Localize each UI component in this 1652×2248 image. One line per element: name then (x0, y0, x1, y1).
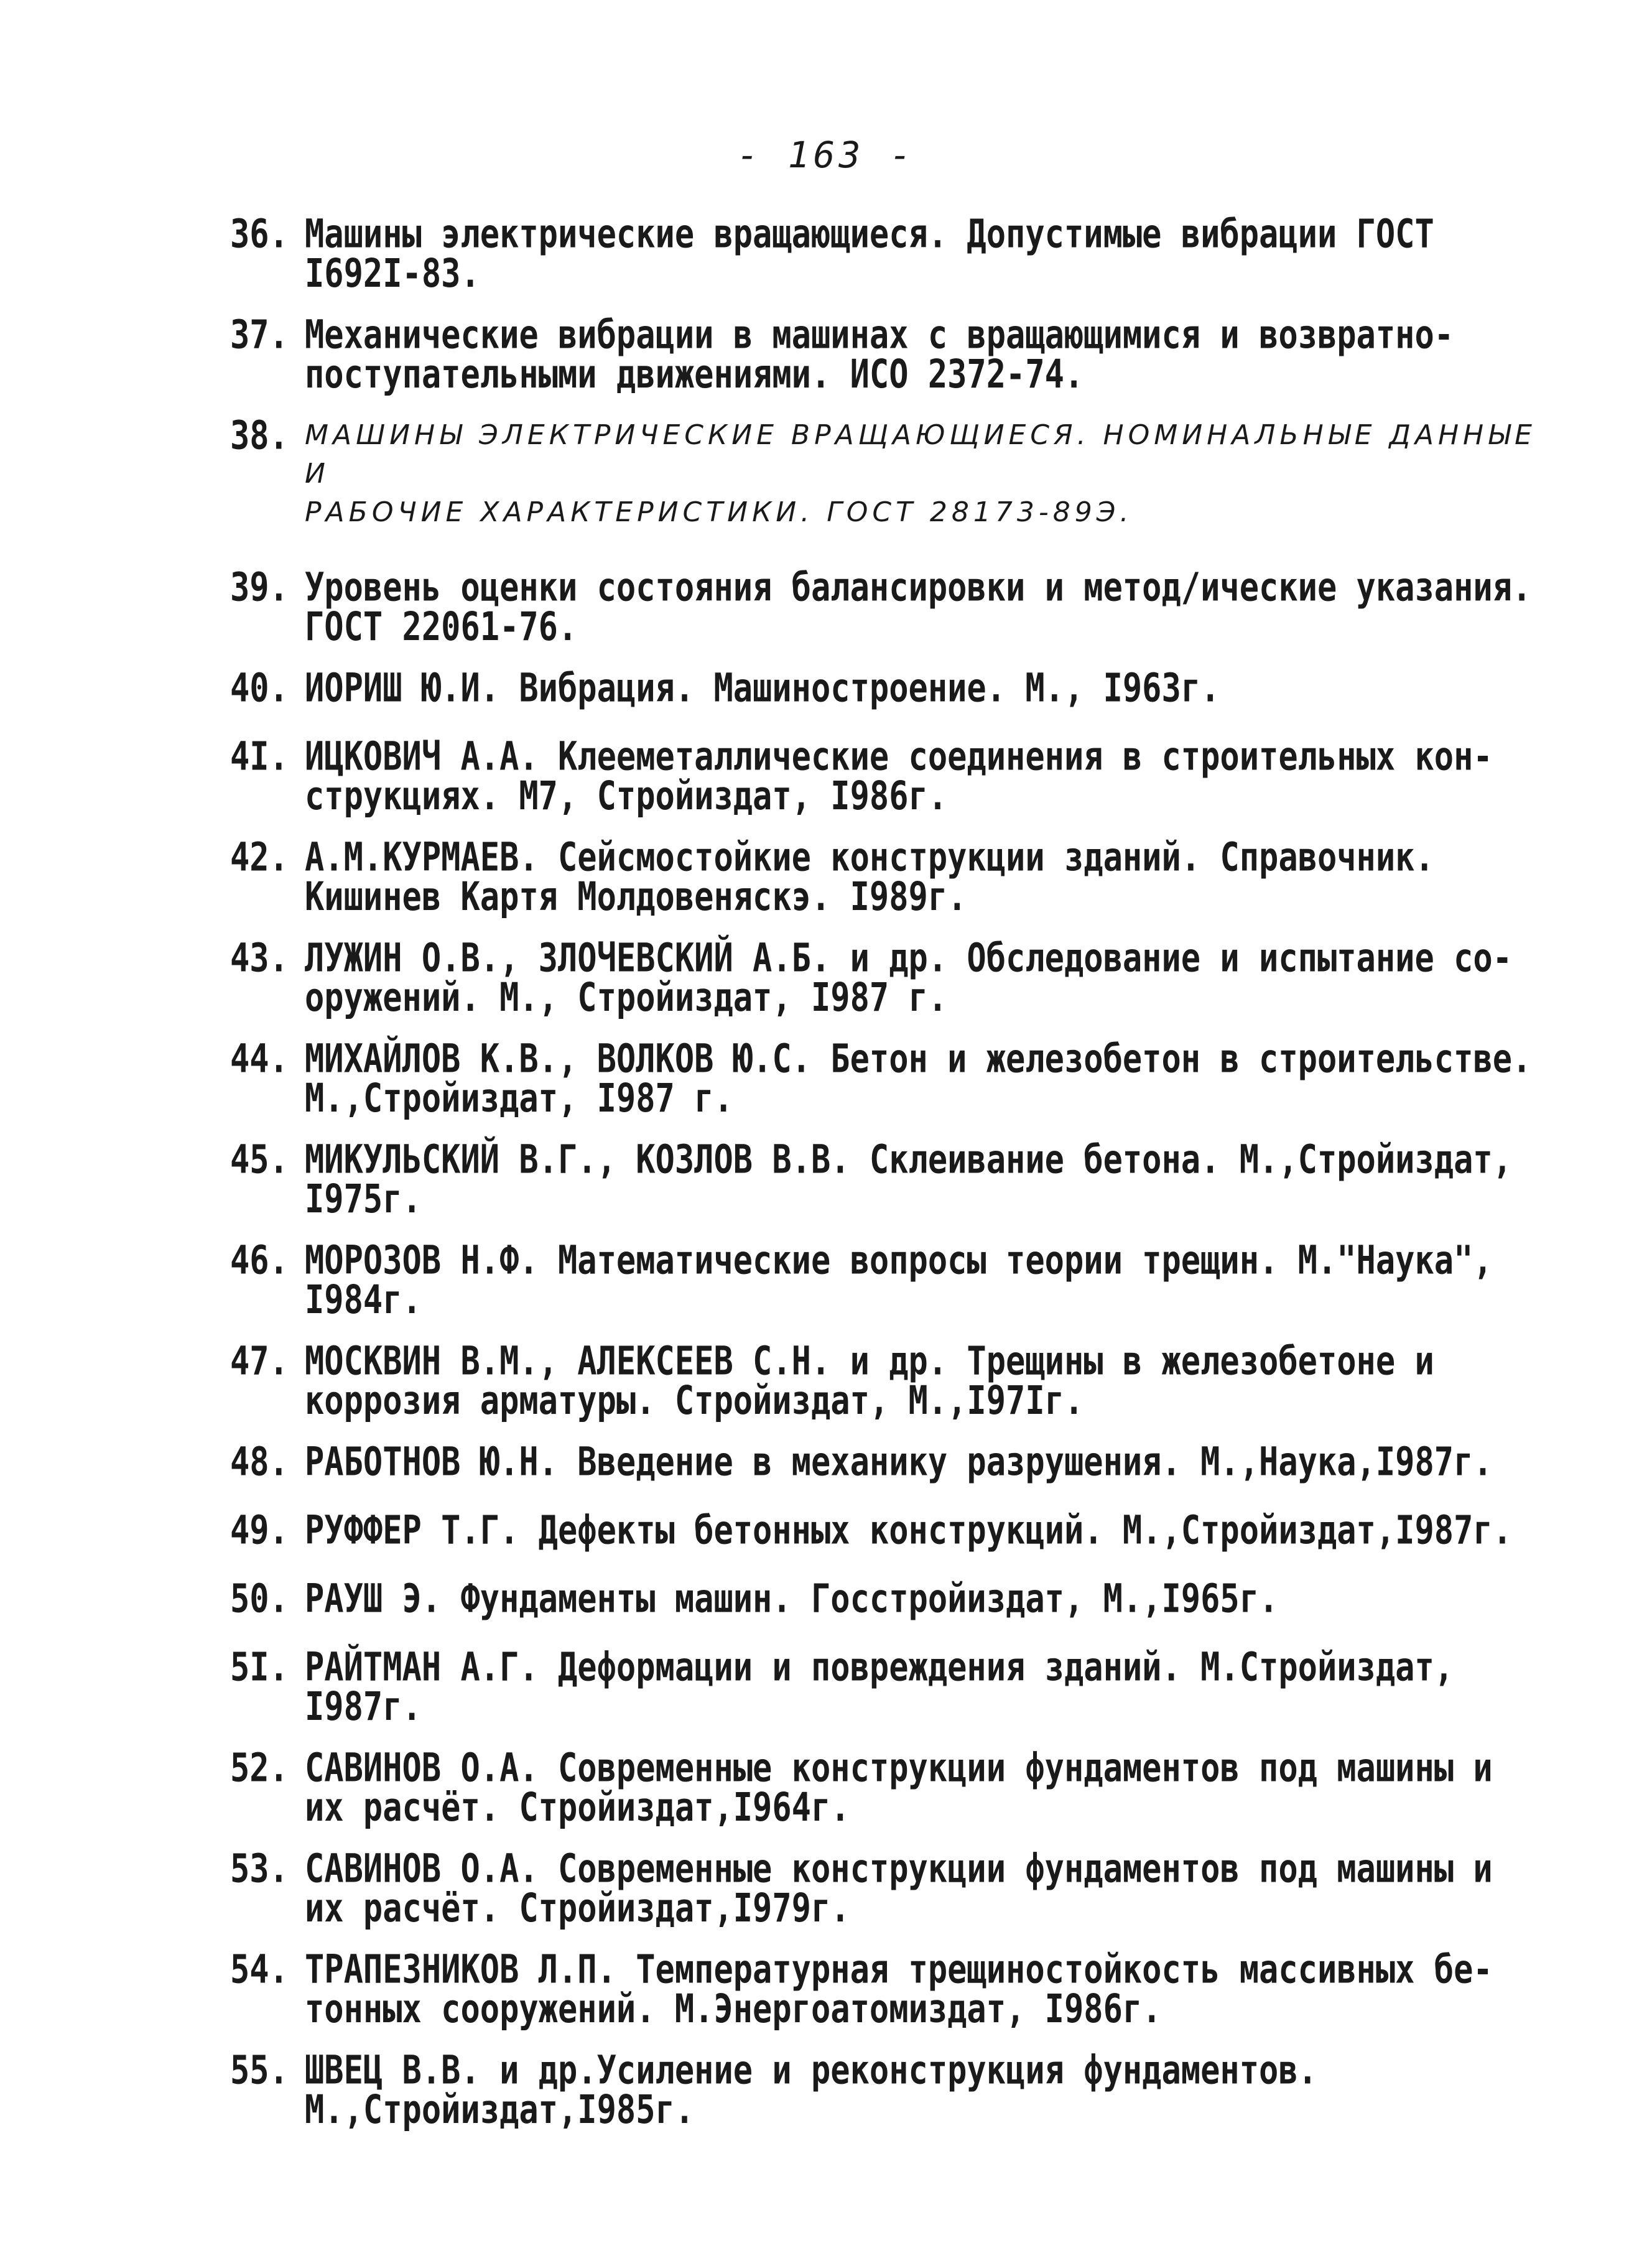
bibliography-list (230, 211, 1549, 2152)
entry-number: 52. (230, 1745, 289, 1791)
list-item (230, 1339, 1549, 1424)
list-item (230, 1576, 1549, 1622)
entry-text: ТРАПЕЗНИКОВ Л.П. Температурная трещиностойкость массивных бе- тонных сооружений. М.Энергоатомиздат, I986г. (305, 1947, 1493, 2032)
entry-number: 5I. (230, 1645, 289, 1691)
entry-number: 54. (230, 1947, 289, 1993)
entry-number: 50. (230, 1576, 289, 1622)
list-item (230, 413, 1549, 532)
list-item (230, 1036, 1549, 1122)
entry-text: ЛУЖИН О.В., ЗЛОЧЕВСКИЙ А.Б. и др. Обследование и испытание со- оружений. М., Стройиздат, I987 г. (305, 936, 1513, 1021)
entry-number: 45. (230, 1137, 289, 1183)
entry-text: РАЙТМАН А.Г. Деформации и повреждения зданий. М.Стройиздат, I987г. (305, 1645, 1454, 1730)
entry-text: МОСКВИН В.М., АЛЕКСЕЕВ С.Н. и др. Трещины в железобетоне и коррозия арматуры. Стройиздат, М.,I97Iг. (305, 1339, 1434, 1424)
entry-text: ИОРИШ Ю.И. Вибрация. Машиностроение. М., I963г. (305, 666, 1220, 712)
entry-text: РУФФЕР Т.Г. Дефекты бетонных конструкций. М.,Стройиздат,I987г. (305, 1508, 1513, 1554)
entry-text: МИКУЛЬСКИЙ В.Г., КОЗЛОВ В.В. Склеивание бетона. М.,Стройиздат, I975г. (305, 1137, 1513, 1222)
list-item (230, 211, 1549, 297)
entry-text: САВИНОВ О.А. Современные конструкции фундаментов под машины и их расчёт. Стройиздат,I964г. (305, 1745, 1493, 1831)
list-item (230, 666, 1549, 712)
entry-text: ИЦКОВИЧ А.А. Клееметаллические соединения в строительных кон- струкциях. М7, Стройиздат, I986г. (305, 734, 1493, 819)
entry-number: 55. (230, 2048, 289, 2094)
entry-number: 37. (230, 312, 289, 358)
list-item (230, 1846, 1549, 1931)
entry-text-handwritten: МАШИНЫ ЭЛЕКТРИЧЕСКИЕ ВРАЩАЮЩИЕСЯ. НОМИНАЛЬНЫЕ ДАННЫЕ И РАБОЧИЕ ХАРАКТЕРИСТИКИ. ГОСТ 28173-89Э. (305, 419, 1536, 528)
page-number: - 163 - (736, 134, 916, 176)
list-item (230, 1745, 1549, 1831)
entry-text: ШВЕЦ В.В. и др.Усиление и реконструкция фундаментов. М.,Стройиздат,I985г. (305, 2048, 1317, 2133)
entry-number: 48. (230, 1439, 289, 1485)
entry-text: Машины электрические вращающиеся. Допустимые вибрации ГОСТ I692I-83. (305, 211, 1434, 297)
list-item (230, 2048, 1549, 2133)
list-item (230, 1645, 1549, 1730)
list-item (230, 1137, 1549, 1222)
entry-number: 43. (230, 936, 289, 982)
entry-text: МОРОЗОВ Н.Ф. Математические вопросы теории трещин. М."Наука", I984г. (305, 1238, 1493, 1323)
entry-text: Уровень оценки состояния балансировки и метод/ические указания. ГОСТ 22061-76. (305, 565, 1532, 650)
entry-number: 42. (230, 835, 289, 881)
entry-number: 49. (230, 1508, 289, 1554)
entry-number: 4I. (230, 734, 289, 780)
list-item (230, 734, 1549, 819)
list-item (230, 1947, 1549, 2032)
entry-text: Механические вибрации в машинах с вращающимися и возвратно- поступательными движениями. ИСО 2372-74. (305, 312, 1454, 397)
list-item (230, 312, 1549, 397)
entry-number: 40. (230, 666, 289, 712)
entry-number: 39. (230, 565, 289, 611)
list-item (230, 565, 1549, 650)
list-item (230, 1238, 1549, 1323)
entry-number: 53. (230, 1846, 289, 1892)
list-item (230, 835, 1549, 920)
entry-text: РАУШ Э. Фундаменты машин. Госстройиздат, М.,I965г. (305, 1576, 1279, 1622)
entry-number: 46. (230, 1238, 289, 1284)
entry-number: 44. (230, 1036, 289, 1082)
entry-number: 38. (230, 413, 289, 459)
entry-text: МИХАЙЛОВ К.В., ВОЛКОВ Ю.С. Бетон и железобетон в строительстве. М.,Стройиздат, I987 г. (305, 1036, 1532, 1122)
entry-number: 47. (230, 1339, 289, 1385)
entry-text: РАБОТНОВ Ю.Н. Введение в механику разрушения. М.,Наука,I987г. (305, 1439, 1493, 1485)
entry-text: САВИНОВ О.А. Современные конструкции фундаментов под машины и их расчёт. Стройиздат,I979г. (305, 1846, 1493, 1931)
list-item (230, 1439, 1549, 1485)
list-item (230, 1508, 1549, 1554)
entry-number: 36. (230, 211, 289, 258)
list-item (230, 936, 1549, 1021)
entry-text: А.М.КУРМАЕВ. Сейсмостойкие конструкции зданий. Справочник. Кишинев Картя Молдовеняскэ. I989г. (305, 835, 1434, 920)
